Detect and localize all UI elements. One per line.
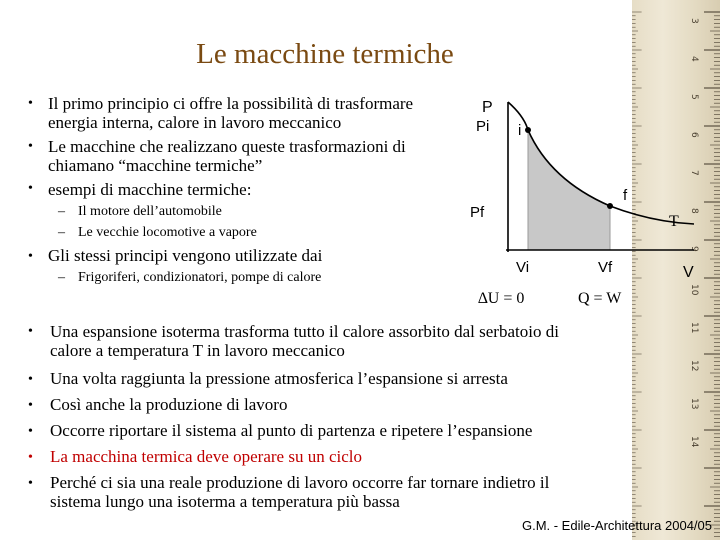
v-axis-label: V — [683, 264, 694, 281]
bullet-item: Gli stessi principi vengono utilizzate dai — [48, 246, 323, 265]
ruler-number: 10 — [689, 284, 699, 296]
bullet-dot: • — [28, 424, 33, 439]
sub-bullet-item: Frigoriferi, condizionatori, pompe di calore — [78, 270, 322, 285]
slide-title: Le macchine termiche — [196, 38, 454, 70]
bullet-item: Occorre riportare il sistema al punto di partenza e ripetere l’espansione — [50, 421, 533, 440]
ruler-number: 3 — [689, 18, 699, 24]
point-i-label: i — [518, 122, 522, 139]
ruler-number: 11 — [689, 322, 699, 334]
footer-credit: G.M. - Edile-Architettura 2004/05 — [521, 518, 712, 533]
isotherm-label: T — [669, 213, 679, 230]
bullet-item: Una espansione isoterma trasforma tutto il calore assorbito dal serbatoio di calore a temperatura T in lavoro meccanico — [50, 322, 559, 360]
ruler-number: 8 — [689, 208, 699, 214]
vi-label: Vi — [516, 259, 530, 276]
bullet-dot: • — [28, 249, 33, 264]
delta-u-equation: ∆U = 0 — [478, 290, 525, 307]
ruler-number: 5 — [689, 94, 699, 100]
bullet-dot-highlight: • — [28, 450, 33, 465]
point-f-label: f — [623, 187, 628, 204]
bullet-item: esempi di macchine termiche: — [48, 180, 252, 199]
bullet-dot: • — [28, 398, 33, 413]
sub-bullet-dash: – — [58, 204, 65, 219]
ruler-number: 14 — [689, 436, 699, 448]
bullet-dot: • — [28, 476, 33, 491]
point-i-marker — [525, 127, 531, 133]
p-axis-label: P — [482, 99, 493, 116]
sub-bullet-item: Il motore dell’automobile — [78, 204, 222, 219]
pv-diagram — [462, 92, 712, 282]
sub-bullet-dash: – — [58, 270, 65, 285]
q-w-equation: Q = W — [578, 290, 622, 307]
pf-label: Pf — [470, 204, 485, 221]
vf-label: Vf — [598, 259, 613, 276]
bullet-dot: • — [28, 181, 33, 196]
point-f-marker — [607, 203, 613, 209]
bullet-item: Le macchine che realizzano queste trasformazioni di chiamano “macchine termiche” — [48, 137, 406, 175]
pi-label: Pi — [476, 118, 490, 135]
bullet-item-highlight: La macchina termica deve operare su un ciclo — [50, 447, 362, 466]
bullet-dot: • — [28, 139, 33, 154]
ruler-number: 7 — [689, 170, 699, 176]
sub-bullet-item: Le vecchie locomotive a vapore — [78, 225, 257, 240]
ruler-number: 13 — [689, 398, 699, 410]
ruler-number: 6 — [689, 132, 699, 138]
bullet-dot: • — [28, 324, 33, 339]
ruler-number: 12 — [689, 360, 699, 372]
bullet-dot: • — [28, 372, 33, 387]
bullet-item: Una volta raggiunta la pressione atmosferica l’espansione si arresta — [50, 369, 508, 388]
work-area — [528, 130, 610, 250]
bullet-item: Il primo principio ci offre la possibilità di trasformare energia interna, calore in lavoro meccanico — [48, 94, 414, 132]
sub-bullet-dash: – — [58, 225, 65, 240]
bullet-dot: • — [28, 96, 33, 111]
bullet-item: Perché ci sia una reale produzione di lavoro occorre far tornare indietro il sistema lungo una isoterma a temperatura più bassa — [50, 473, 550, 511]
bullet-item: Così anche la produzione di lavoro — [50, 395, 288, 414]
ruler-number: 9 — [689, 246, 699, 252]
ruler-number: 4 — [689, 56, 699, 62]
